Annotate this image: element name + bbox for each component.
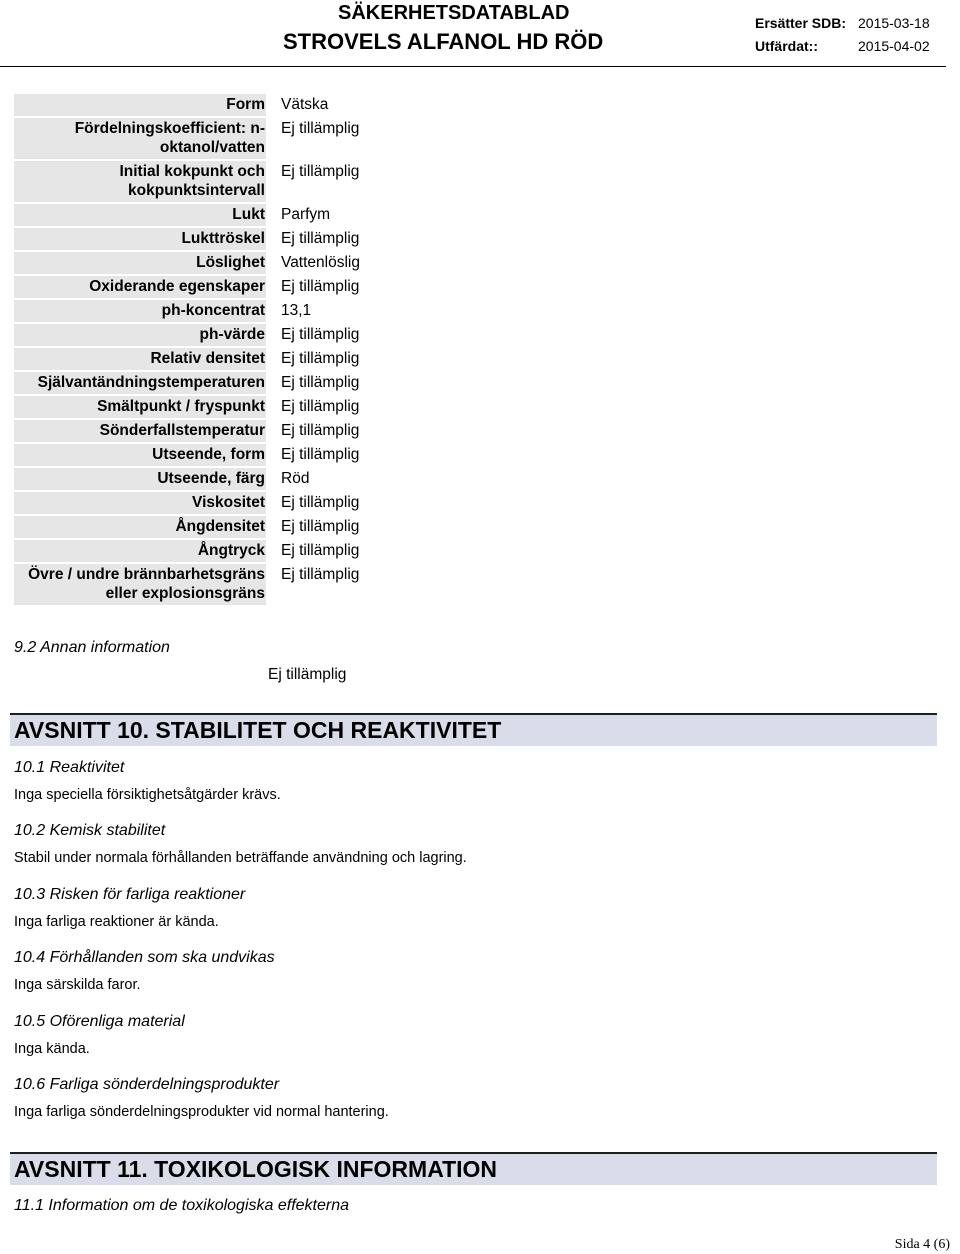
property-label: Initial kokpunkt och kokpunktsintervall: [14, 161, 266, 202]
subsection-text: Inga särskilda faror.: [14, 977, 141, 993]
property-value: Ej tillämplig: [281, 278, 360, 295]
property-row: [14, 252, 474, 274]
section-10-title: AVSNITT 10. STABILITET OCH REAKTIVITET: [10, 713, 937, 746]
property-row: [14, 324, 474, 346]
property-row: [14, 444, 474, 466]
subsection-text: Stabil under normala förhållanden beträffande användning och lagring.: [14, 850, 467, 866]
replaces-date: 2015-03-18: [858, 15, 930, 31]
property-row: [14, 94, 474, 116]
property-label: Oxiderande egenskaper: [14, 276, 266, 298]
issued-label: Utfärdat::: [755, 38, 818, 54]
property-row: [14, 492, 474, 514]
product-name: STROVELS ALFANOL HD RÖD: [283, 29, 604, 54]
property-row: [14, 420, 474, 442]
subsection-text: Inga speciella försiktighetsåtgärder krävs.: [14, 787, 281, 803]
property-row: [14, 540, 474, 562]
property-value: 13,1: [281, 302, 312, 319]
property-value: Ej tillämplig: [281, 326, 360, 343]
property-label: Löslighet: [14, 252, 266, 274]
property-label: Ångtryck: [14, 540, 266, 562]
property-value: Ej tillämplig: [281, 398, 360, 415]
subsection-heading: 10.5 Oförenliga material: [14, 1013, 185, 1030]
subsection-heading: 10.2 Kemisk stabilitet: [14, 822, 166, 839]
subsection-heading: 10.3 Risken för farliga reaktioner: [14, 886, 246, 903]
property-label: Utseende, form: [14, 444, 266, 466]
property-label: Lukt: [14, 204, 266, 226]
property-row: [14, 348, 474, 370]
property-label: Utseende, färg: [14, 468, 266, 490]
property-label: ph-värde: [14, 324, 266, 346]
page-number: Sida 4 (6): [894, 1237, 950, 1252]
property-value: Parfym: [281, 206, 331, 223]
property-label: Självantändningstemperaturen: [14, 372, 266, 394]
other-info-heading: 9.2 Annan information: [14, 639, 170, 656]
subsection-heading: 10.1 Reaktivitet: [14, 759, 125, 776]
property-value: Ej tillämplig: [281, 120, 360, 137]
property-label: Sönderfallstemperatur: [14, 420, 266, 442]
property-label: Lukttröskel: [14, 228, 266, 250]
property-row: [14, 204, 474, 226]
subsection-text: Inga farliga reaktioner är kända.: [14, 914, 219, 930]
other-info-value: Ej tillämplig: [268, 666, 347, 683]
property-value: Röd: [281, 470, 310, 487]
property-value: Ej tillämplig: [281, 566, 360, 583]
property-value: Ej tillämplig: [281, 230, 360, 247]
property-label: Fördelningskoefficient: n-oktanol/vatten: [14, 118, 266, 159]
property-row: [14, 161, 474, 202]
property-row: [14, 372, 474, 394]
property-row: [14, 564, 474, 605]
property-value: Ej tillämplig: [281, 350, 360, 367]
property-label: Ångdensitet: [14, 516, 266, 538]
property-value: Ej tillämplig: [281, 542, 360, 559]
property-row: [14, 396, 474, 418]
subsection-text: Inga farliga sönderdelningsprodukter vid normal hantering.: [14, 1104, 389, 1120]
property-value: Vattenlöslig: [281, 254, 360, 271]
subsection-heading: 11.1 Information om de toxikologiska effekterna: [14, 1197, 349, 1214]
property-label: ph-koncentrat: [14, 300, 266, 322]
document-title: SÄKERHETSDATABLAD: [338, 2, 570, 24]
property-row: [14, 516, 474, 538]
subsection-heading: 10.6 Farliga sönderdelningsprodukter: [14, 1076, 280, 1093]
property-value: Ej tillämplig: [281, 518, 360, 535]
issued-date: 2015-04-02: [858, 38, 930, 54]
property-row: [14, 300, 474, 322]
property-value: Vätska: [281, 96, 329, 113]
property-row: [14, 118, 474, 159]
subsection-heading: 10.4 Förhållanden som ska undvikas: [14, 949, 275, 966]
property-label: Relativ densitet: [14, 348, 266, 370]
property-label: Övre / undre brännbarhetsgräns eller explosionsgräns: [14, 564, 266, 605]
properties-table: [14, 94, 474, 607]
property-value: Ej tillämplig: [281, 163, 360, 180]
property-label: Viskositet: [14, 492, 266, 514]
subsection-text: Inga kända.: [14, 1041, 90, 1057]
property-row: [14, 276, 474, 298]
property-value: Ej tillämplig: [281, 422, 360, 439]
property-row: [14, 228, 474, 250]
property-value: Ej tillämplig: [281, 494, 360, 511]
header-divider: [0, 66, 946, 67]
replaces-label: Ersätter SDB:: [755, 15, 847, 31]
property-label: Smältpunkt / fryspunkt: [14, 396, 266, 418]
property-row: [14, 468, 474, 490]
property-label: Form: [14, 94, 266, 116]
property-value: Ej tillämplig: [281, 446, 360, 463]
section-11-title: AVSNITT 11. TOXIKOLOGISK INFORMATION: [10, 1152, 937, 1185]
document-header: [0, 0, 960, 66]
property-value: Ej tillämplig: [281, 374, 360, 391]
